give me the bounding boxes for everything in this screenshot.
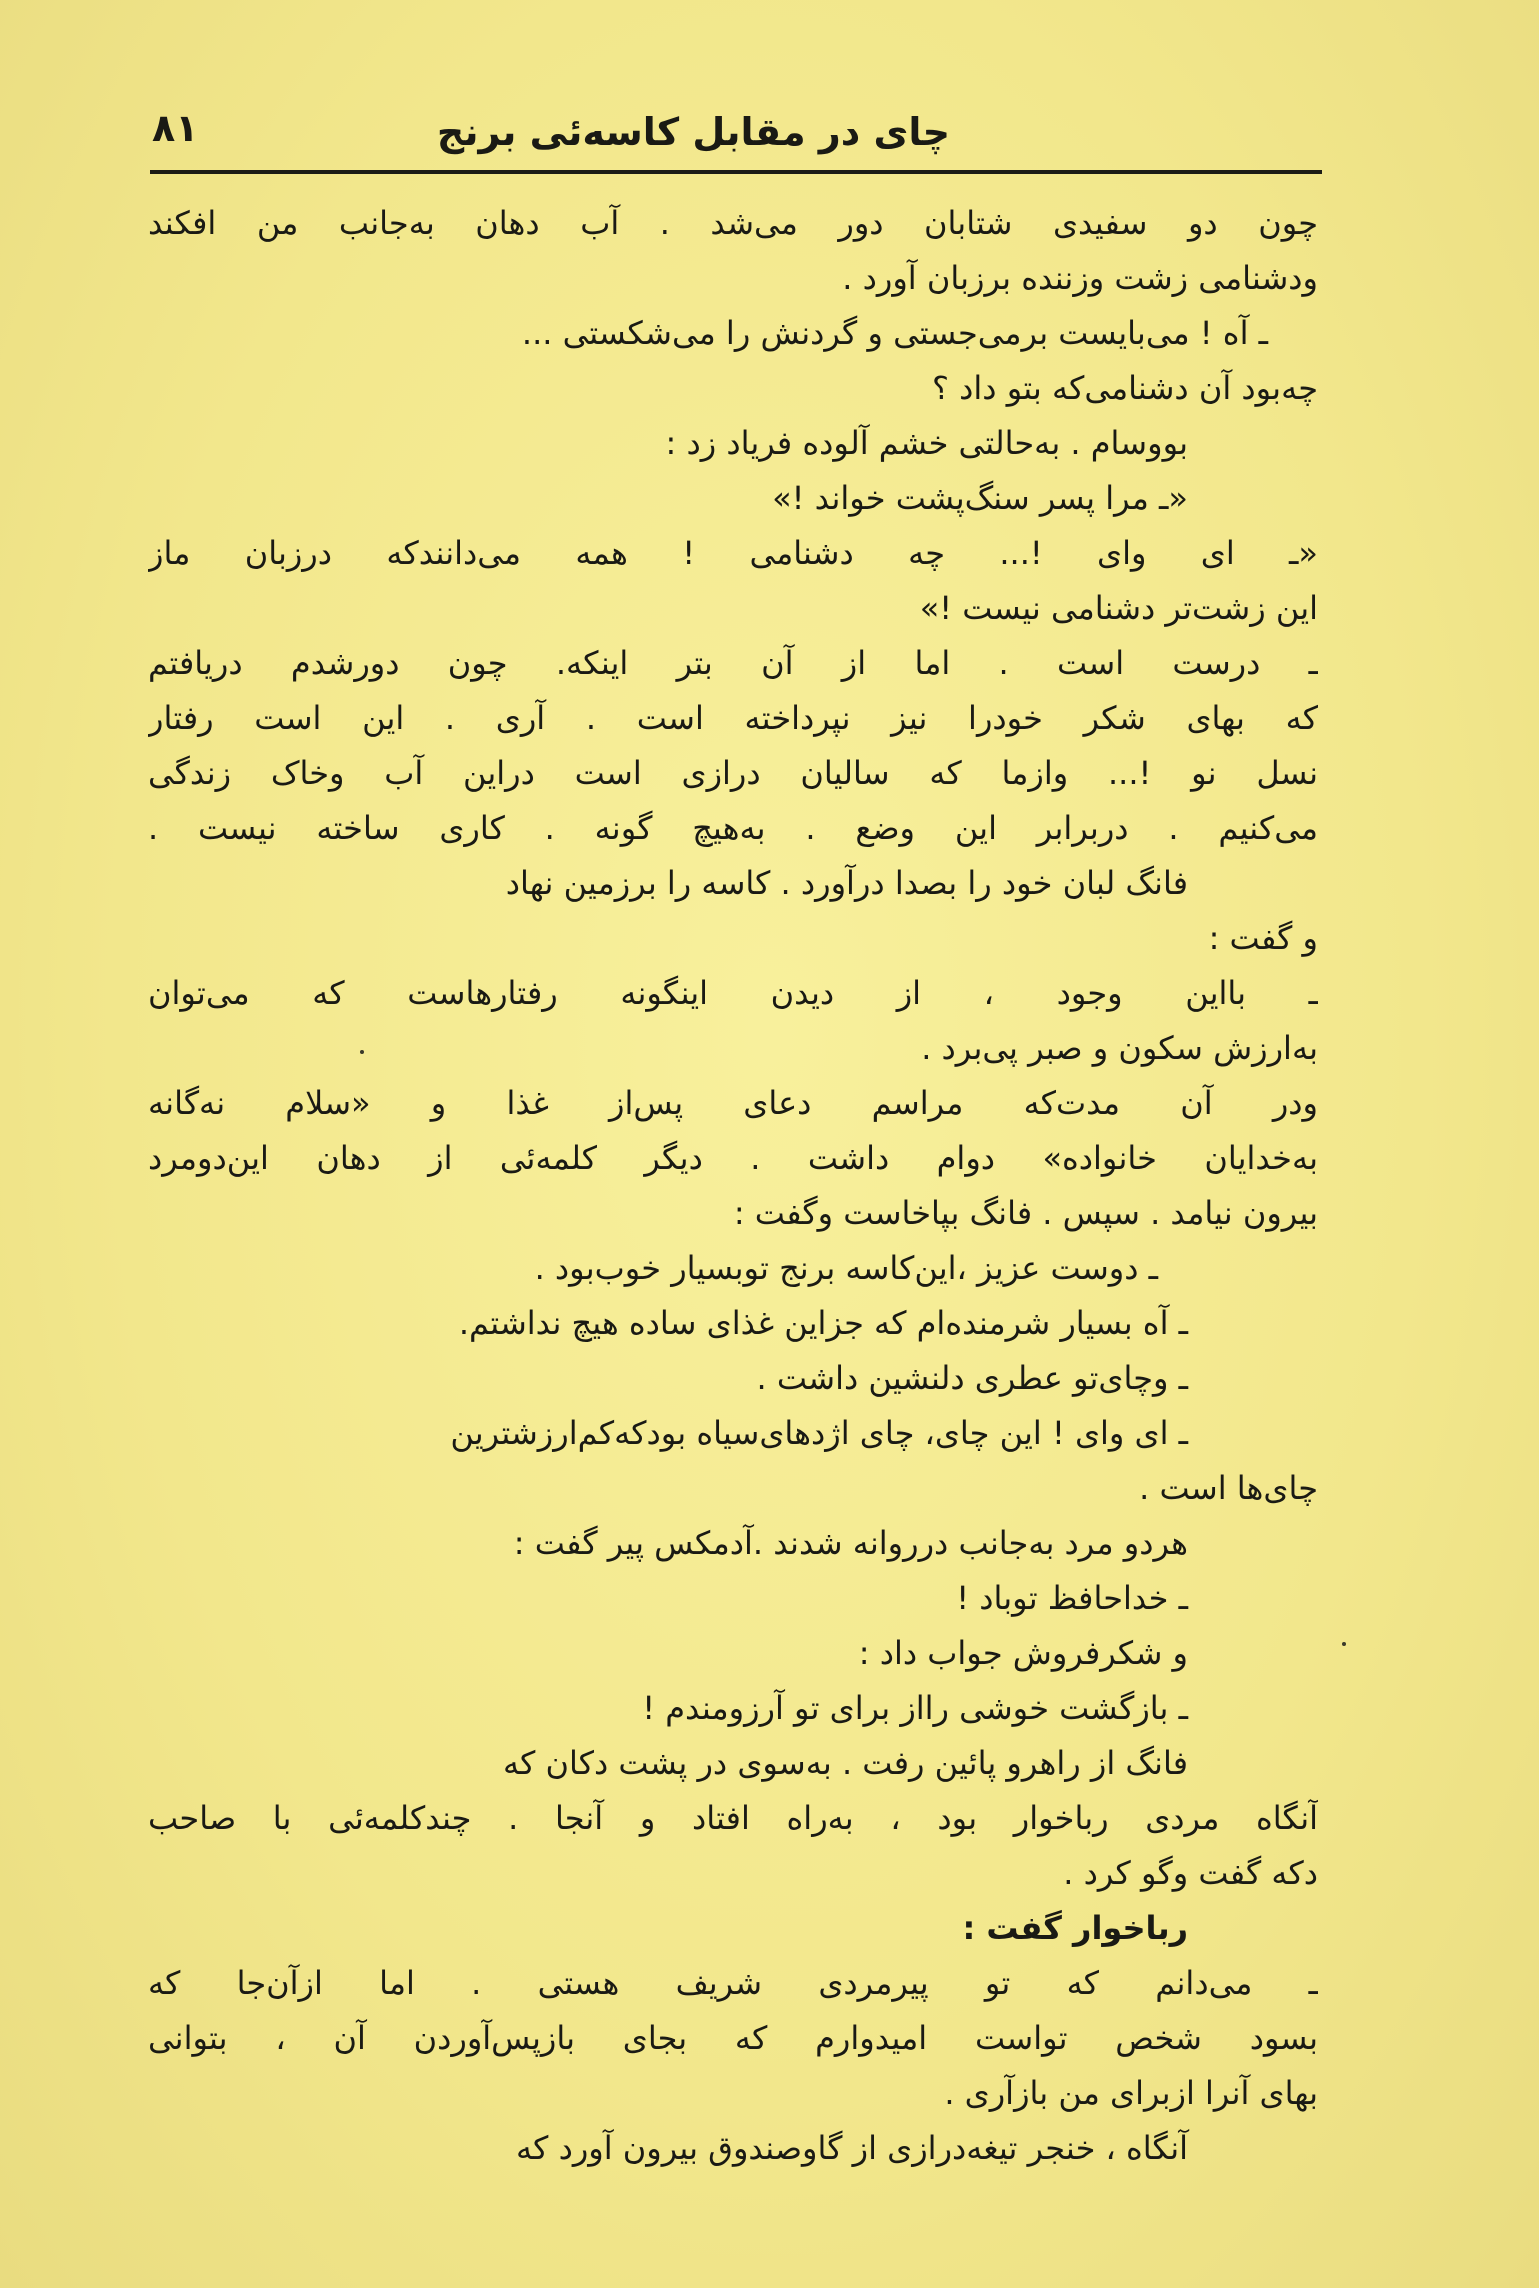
paper-speck	[1342, 1642, 1346, 1646]
text-line: ـ ای وای ! این چای، چای اژدهای‌سیاه بودکه‌کم‌ارزشترین	[450, 1414, 1188, 1452]
text-line: بهای آنرا ازبرای من بازآری .	[944, 2074, 1318, 2112]
running-title: چای در مقابل کاسه‌ئی برنج	[436, 110, 950, 154]
text-line: ـ بازگشت خوشی رااز برای تو آرزومندم !	[642, 1689, 1188, 1727]
text-line: ودر آن مدت‌که مراسم دعای پس‌از غذا و «سلام نه‌گانه	[148, 1084, 1318, 1122]
text-line: فانگ از راهرو پائین رفت . به‌سوی در پشت دکان که	[502, 1744, 1188, 1782]
text-line: فانگ لبان خود را بصدا درآورد . کاسه را برزمین نهاد	[505, 864, 1188, 902]
text-line: ـ وچای‌تو عطری دلنشین داشت .	[756, 1359, 1188, 1397]
text-line: و شکرفروش جواب داد :	[858, 1634, 1188, 1672]
text-line: بسود شخص تواست امیدوارم که بجای بازپس‌آوردن آن ، بتوانی	[148, 2019, 1318, 2057]
paper-speck	[360, 1050, 364, 1054]
text-line: رباخوار گفت :	[962, 1909, 1188, 1947]
text-line: چون دو سفیدی شتابان دور می‌شد . آب دهان به‌جانب من افکند	[148, 204, 1318, 242]
text-line: این زشت‌تر دشنامی نیست !»	[919, 589, 1318, 627]
text-line: ـ آه بسیار شرمنده‌ام که جزاین غذای ساده هیچ نداشتم.	[458, 1304, 1188, 1342]
text-line: آنگاه ، خنجر تیغه‌درازی از گاوصندوق بیرون آورد که	[516, 2129, 1188, 2167]
text-line: «ـ ای وای !... چه دشنامی ! همه می‌دانندکه درزبان ماز	[148, 534, 1318, 572]
text-line: ـ خداحافظ توباد !	[956, 1579, 1188, 1617]
text-line: دکه گفت وگو کرد .	[1063, 1854, 1318, 1892]
running-header	[150, 100, 1320, 170]
text-line: بووسام . به‌حالتی خشم آلوده فریاد زد :	[665, 424, 1188, 462]
text-line: «ـ مرا پسر سنگ‌پشت خواند !»	[772, 479, 1188, 517]
text-line: چه‌بود آن دشنامی‌که بتو داد ؟	[931, 369, 1318, 407]
text-line: هردو مرد به‌جانب درروانه شدند .آدمکس پیر گفت :	[513, 1524, 1188, 1562]
text-line: که بهای شکر خودرا نیز نپرداخته است . آری . این است رفتار	[148, 699, 1318, 737]
text-line: ـ بااین وجود ، از دیدن اینگونه رفتارهاست که می‌توان	[148, 974, 1318, 1012]
text-line: ـ آه ! می‌بایست برمی‌جستی و گردنش را می‌شکستی ...	[521, 314, 1268, 352]
text-line: نسل نو !... وازما که سالیان درازی است دراین آب وخاک زندگی	[148, 754, 1318, 792]
body-text	[148, 196, 1318, 2176]
text-line: به‌خدایان خانواده» دوام داشت . دیگر کلمه‌ئی از دهان این‌دومرد	[148, 1139, 1318, 1177]
text-line: ودشنامی زشت وزننده برزبان آورد .	[842, 259, 1318, 297]
text-line: بیرون نیامد . سپس . فانگ بپاخاست وگفت :	[733, 1194, 1318, 1232]
text-line: ـ دوست عزیز ،این‌کاسه برنج توبسیار خوب‌بود .	[534, 1249, 1158, 1287]
text-line: می‌کنیم . دربرابر این وضع . به‌هیچ گونه . کاری ساخته نیست .	[148, 809, 1318, 847]
text-line: آنگاه مردی رباخوار بود ، به‌راه افتاد و آنجا . چندکلمه‌ئی با صاحب	[148, 1799, 1318, 1837]
text-line: ـ می‌دانم که تو پیرمردی شریف هستی . اما ازآن‌جا که	[148, 1964, 1318, 2002]
text-line: ـ درست است . اما از آن بتر اینکه. چون دورشدم دریافتم	[148, 644, 1318, 682]
text-line: و گفت :	[1208, 919, 1318, 957]
header-rule	[150, 170, 1322, 174]
text-line: به‌ارزش سکون و صبر پی‌برد .	[921, 1029, 1318, 1067]
text-line: چای‌ها است .	[1139, 1469, 1318, 1507]
page-number: ۸۱	[152, 106, 199, 150]
